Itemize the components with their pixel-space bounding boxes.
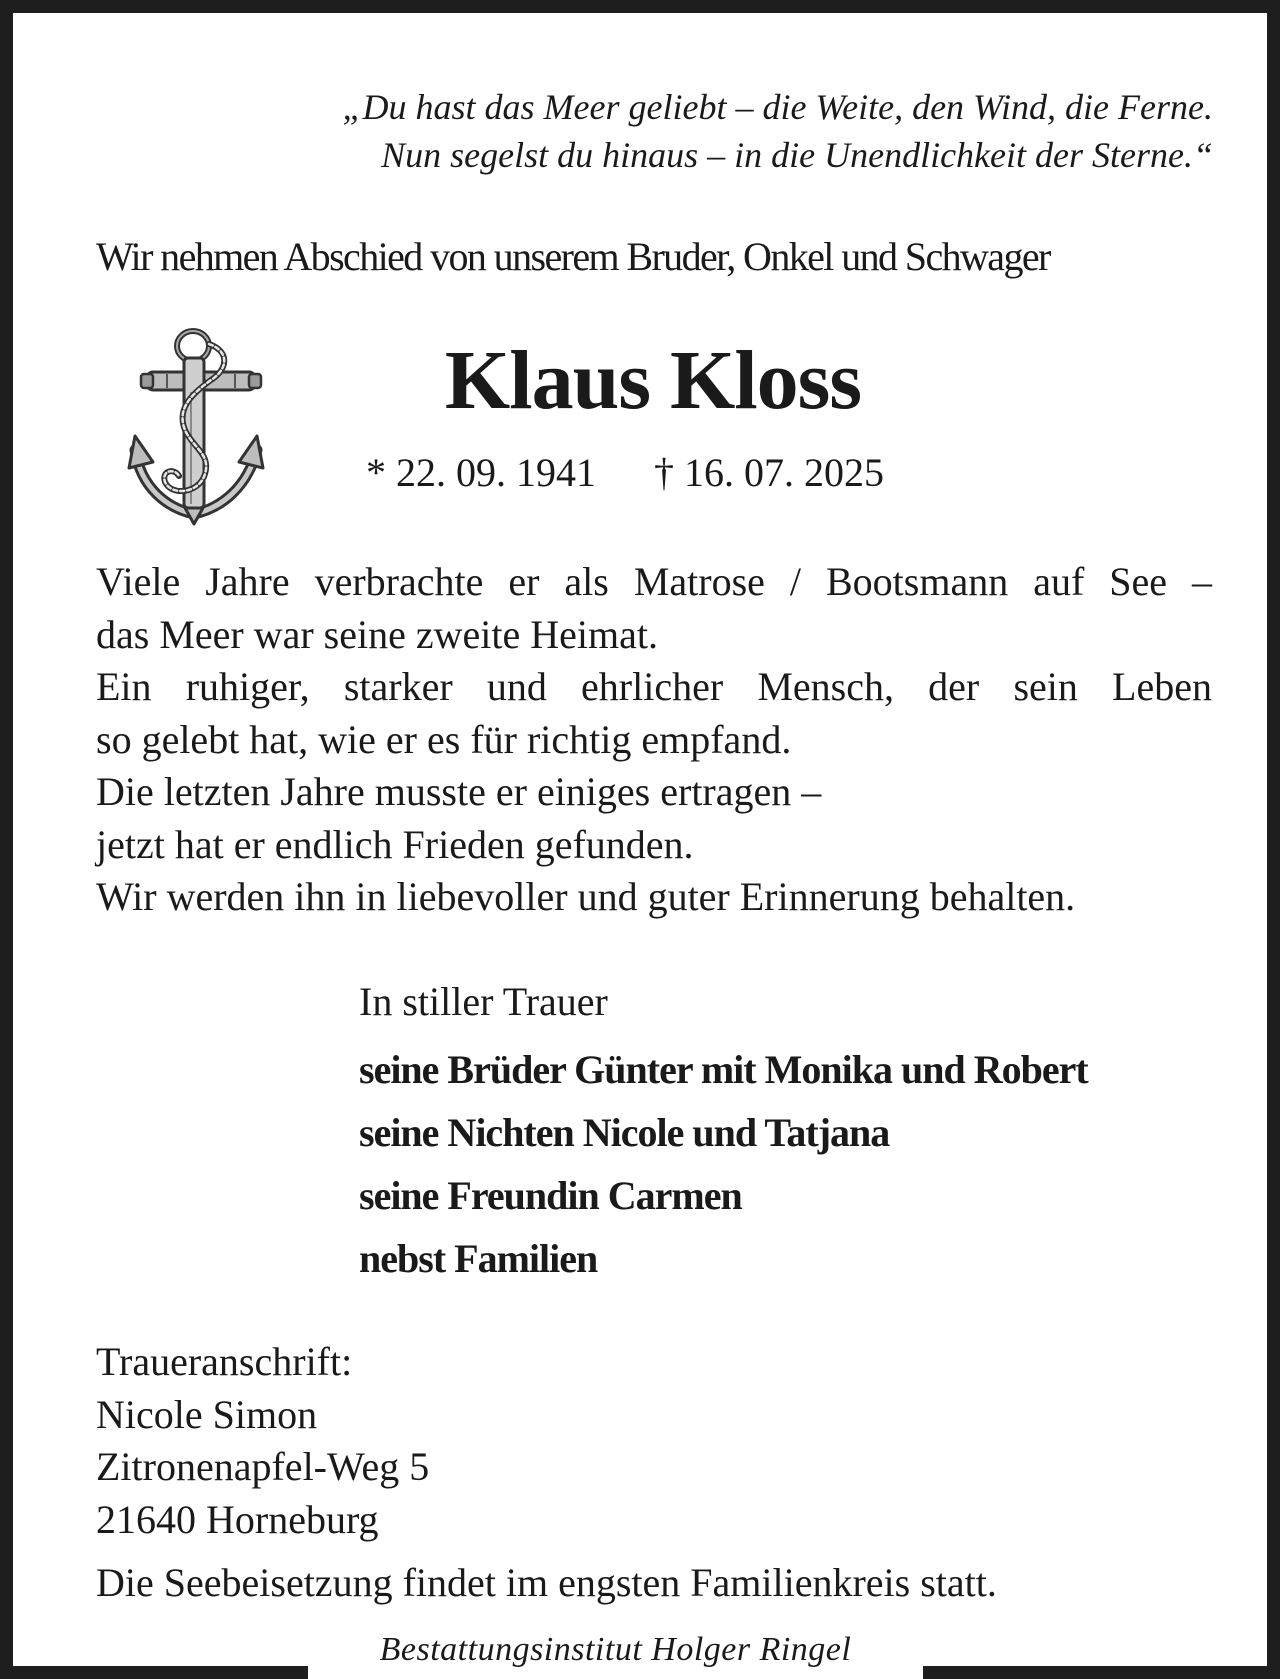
life-dates <box>366 449 884 496</box>
mourners-list <box>359 1038 1088 1290</box>
motto-line-1: „Du hast das Meer geliebt – die Weite, den Wind, die Ferne. <box>342 87 1213 127</box>
motto-quote <box>193 83 1213 179</box>
mourner-line: seine Freundin Carmen <box>359 1173 742 1218</box>
mourning-heading: In stiller Trauer <box>359 979 608 1024</box>
anchor-icon <box>127 318 277 538</box>
address-street: Zitronenapfel-Weg 5 <box>96 1444 430 1489</box>
tribute-line: Ein ruhiger, starker und ehrlicher Mensch, der sein Leben <box>96 664 1212 709</box>
intro-text: Wir nehmen Abschied von unserem Bruder, Onkel und Schwager <box>96 234 1050 279</box>
address-name: Nicole Simon <box>96 1391 318 1437</box>
deceased-name: Klaus Kloss <box>444 334 862 427</box>
burial-note: Die Seebeisetzung findet im engsten Familienkreis statt. <box>96 1560 997 1605</box>
tribute-line: Die letzten Jahre musste er einiges ertragen – <box>96 769 822 814</box>
address-city: 21640 Horneburg <box>96 1496 379 1542</box>
undertaker-credit: Bestattungsinstitut Holger Ringel <box>308 1624 923 1679</box>
birth-date: * 22. 09. 1941 <box>366 450 596 495</box>
motto-line-2: Nun segelst du hinaus – in die Unendlichkeit der Sterne.“ <box>381 135 1213 175</box>
mourner-line: seine Nichten Nicole und Tatjana <box>359 1110 890 1155</box>
mourner-line: seine Brüder Günter mit Monika und Robert <box>359 1047 1088 1092</box>
tribute-line: so gelebt hat, wie er es für richtig empfand. <box>96 716 792 762</box>
tribute-line: jetzt hat er endlich Frieden gefunden. <box>96 821 694 867</box>
address-label: Traueranschrift: <box>96 1339 353 1384</box>
mourning-address <box>96 1336 429 1546</box>
tribute-text <box>96 556 1212 924</box>
tribute-line: Wir werden ihn in liebevoller und guter Erinnerung behalten. <box>96 874 1076 919</box>
mourner-line: nebst Familien <box>359 1236 598 1281</box>
death-date: † 16. 07. 2025 <box>654 450 884 495</box>
tribute-line: Viele Jahre verbrachte er als Matrose / Bootsmann auf See – <box>96 559 1212 604</box>
tribute-line: das Meer war seine zweite Heimat. <box>96 611 658 657</box>
